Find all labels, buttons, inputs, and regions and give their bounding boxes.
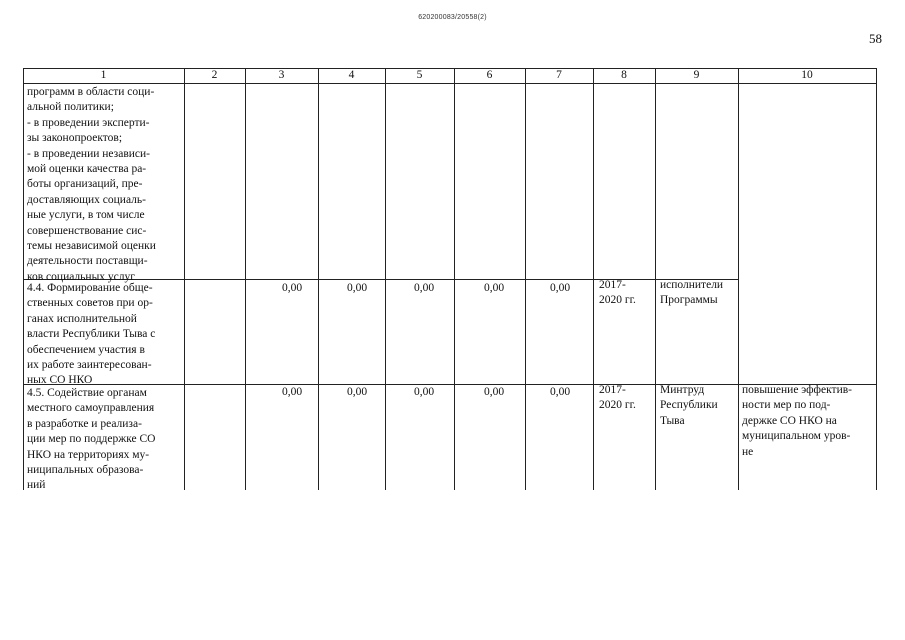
document-code: 620200083/20558(2): [418, 14, 487, 21]
row-4-5-col4: 0,00: [346, 386, 368, 398]
row-4-5-col5: 0,00: [413, 386, 435, 398]
row-continuation-description: программ в области соци- альной политики; - в проведении эксперти- зы законопроектов; - в проведении независи- мой оценки качества ра- боты организаций, пре- доставляющих социаль- ные услуги, в том числе совершенствование сис- темы независимой оценки деятельности поставщи- ков социальных услуг: [27, 86, 156, 283]
row-4-4-col3: 0,00: [281, 282, 303, 294]
row-4-4-col7: 0,00: [549, 282, 571, 294]
column-header-10: 10: [801, 69, 813, 81]
column-header-7: 7: [556, 69, 562, 81]
row-4-5-col6: 0,00: [483, 386, 505, 398]
row-4-5-col7: 0,00: [549, 386, 571, 398]
row-4-5-period: 2017- 2020 гг.: [599, 384, 636, 412]
column-header-9: 9: [693, 69, 700, 81]
row-4-5-col3: 0,00: [281, 386, 303, 398]
column-header-8: 8: [621, 69, 627, 81]
row-4-4-period: 2017- 2020 гг.: [599, 279, 636, 307]
row-4-4-col6: 0,00: [483, 282, 505, 294]
table-border: [876, 68, 877, 490]
column-header-6: 6: [486, 69, 493, 81]
row-4-5-description: 4.5. Содействие органам местного самоуправления в разработке и реализа- ции мер по поддержке СО НКО на территориях му- ниципальных образова- ний: [27, 387, 156, 492]
page-number: 58: [869, 31, 882, 46]
row-4-5-result: повышение эффектив- ности мер по под- держке СО НКО на муниципальном уров- не: [742, 384, 852, 458]
column-header-4: 4: [348, 69, 355, 81]
data-table: [23, 68, 877, 490]
column-header-2: 2: [211, 69, 218, 81]
column-header-3: 3: [278, 69, 285, 81]
row-4-4-description: 4.4. Формирование обще- ственных советов при ор- ганах исполнительной власти Республики Тыва с обеспечением участия в их работе заинтересован- ных СО НКО: [27, 282, 156, 387]
row-4-4-col5: 0,00: [413, 282, 435, 294]
row-4-4-executor: исполнители Программы: [660, 279, 724, 307]
column-header-1: 1: [100, 69, 107, 81]
row-4-5-executor: Минтруд Республики Тыва: [660, 384, 718, 427]
column-header-5: 5: [416, 69, 423, 81]
row-4-4-col4: 0,00: [346, 282, 368, 294]
header-divider: [23, 83, 877, 84]
